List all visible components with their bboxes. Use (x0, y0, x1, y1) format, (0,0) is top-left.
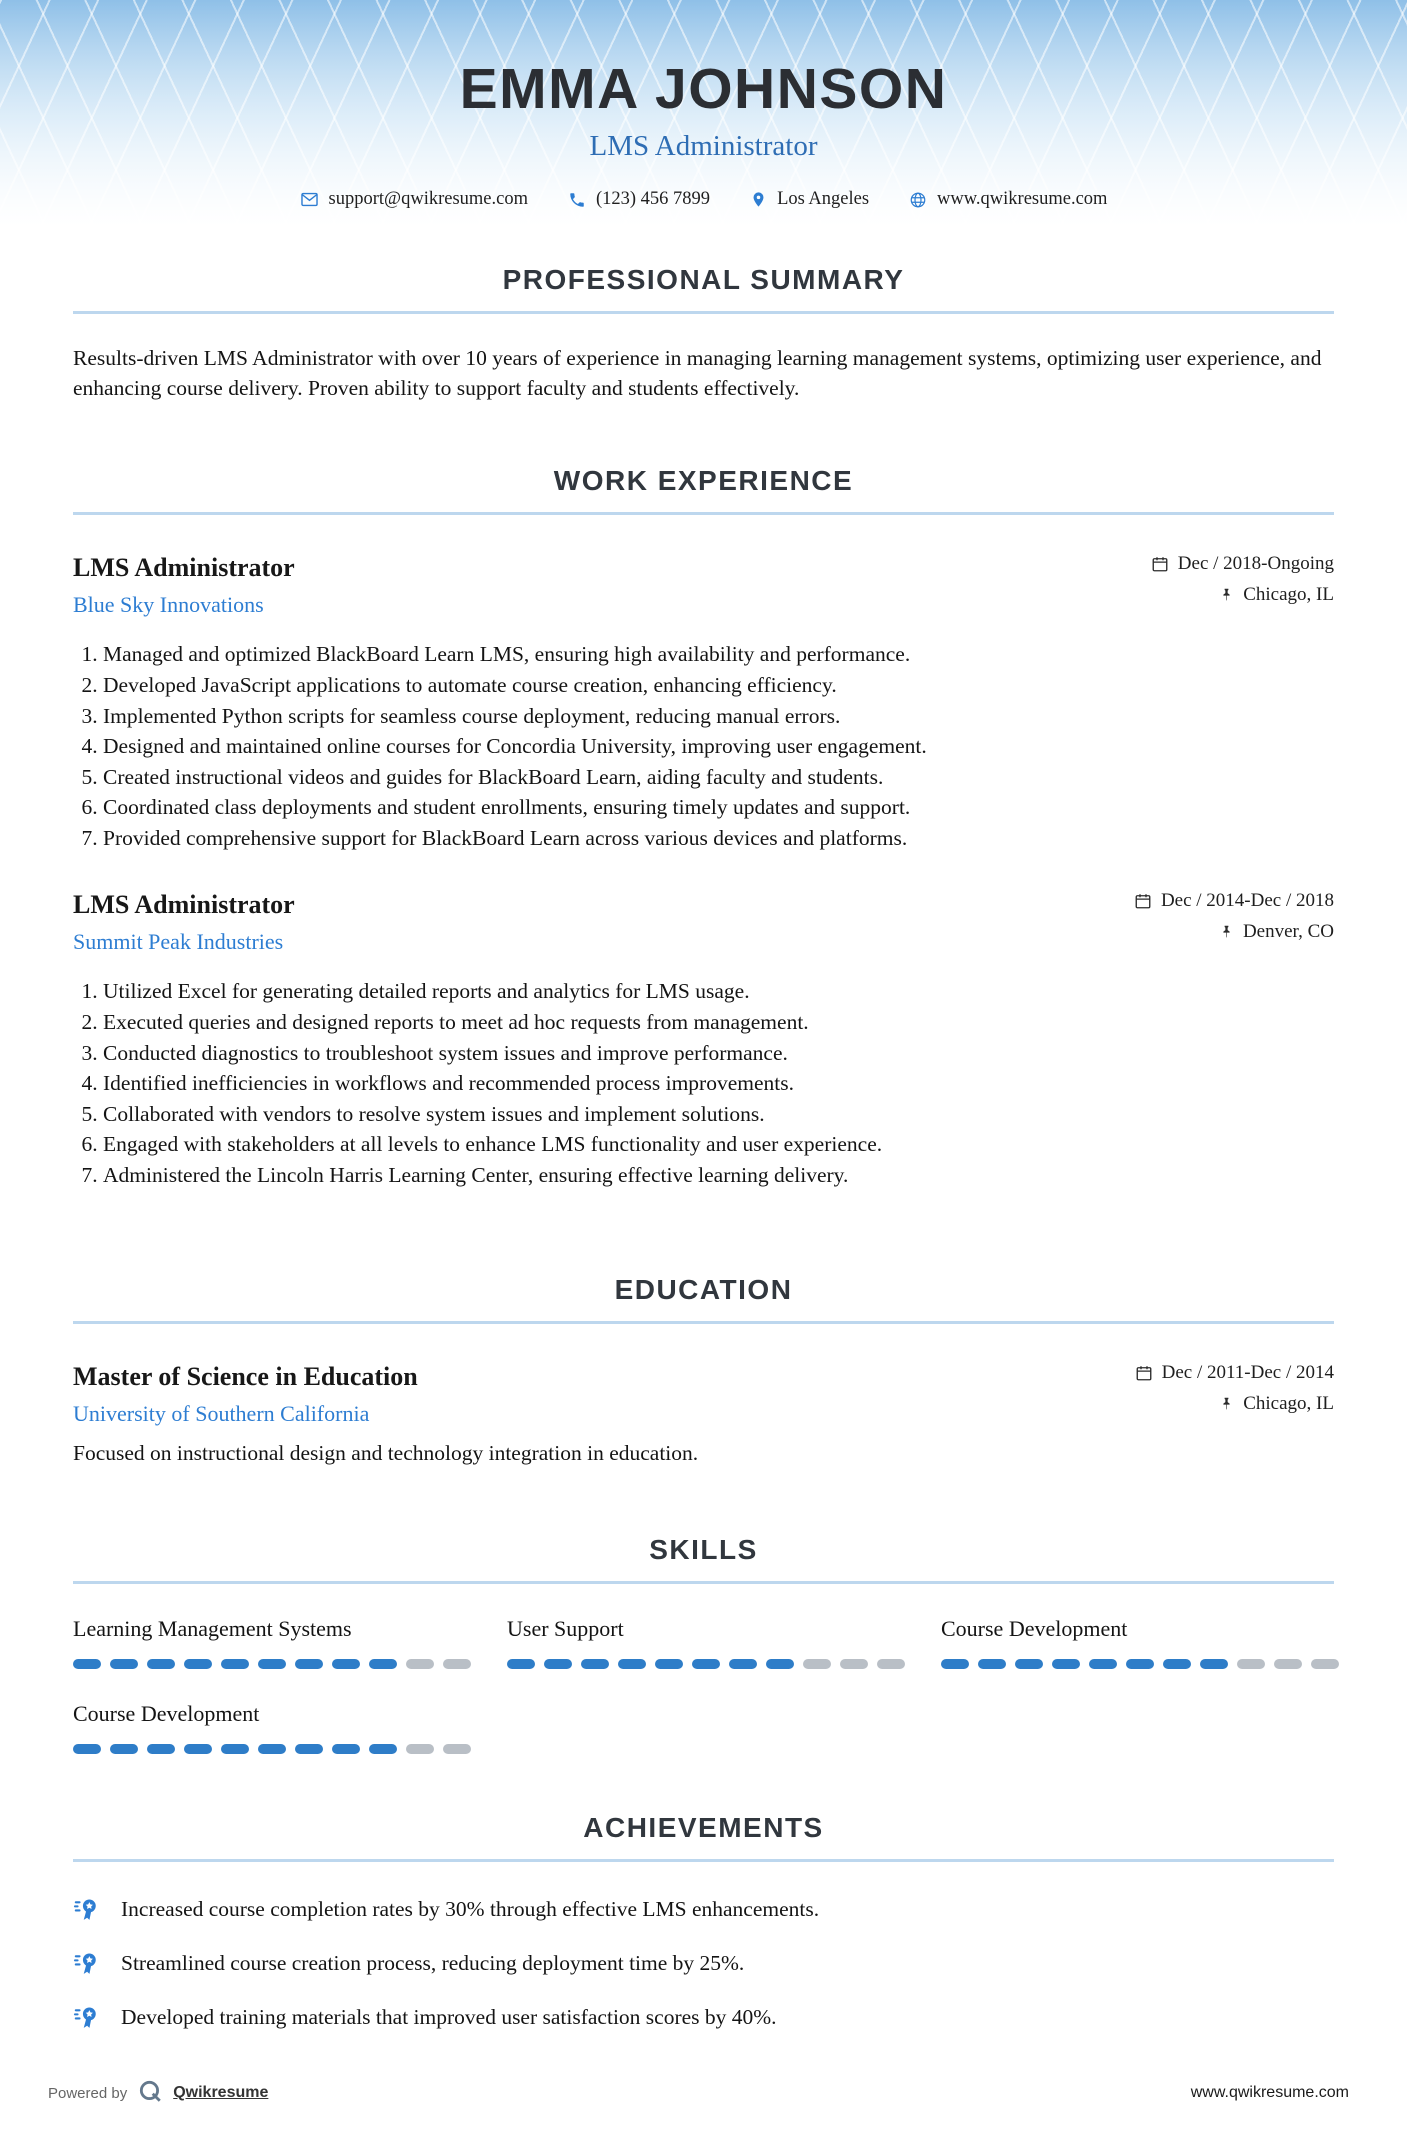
skill-dash (1163, 1659, 1191, 1669)
skill-dash (221, 1659, 249, 1669)
education-head-right (1135, 1362, 1334, 1424)
education-degree: Master of Science in Education (73, 1361, 418, 1391)
contact-website-text: www.qwikresume.com (937, 189, 1108, 209)
education-location-text: Chicago, IL (1243, 1392, 1334, 1414)
award-icon (73, 2004, 101, 2032)
section-divider (73, 311, 1334, 314)
job-title: LMS Administrator (73, 890, 295, 920)
skill-dash (581, 1659, 609, 1669)
section-education (73, 1274, 1334, 1466)
resume-header (0, 0, 1407, 236)
skill-dash (1200, 1659, 1228, 1669)
skill-dash (803, 1659, 831, 1669)
contact-phone-text: (123) 456 7899 (595, 189, 711, 209)
achievement-item (73, 1950, 1334, 1978)
section-divider (73, 512, 1334, 515)
job-company: Summit Peak Industries (73, 929, 284, 955)
skill-dash (877, 1659, 905, 1669)
section-summary (73, 264, 1334, 403)
award-icon (73, 1896, 101, 1924)
achievements-list (73, 1896, 1334, 2032)
job-location (1134, 921, 1334, 943)
skill-dash (1126, 1659, 1154, 1669)
skill-dash (73, 1744, 101, 1754)
job-entry (73, 553, 1334, 852)
skill-label: Learning Management Systems (73, 1615, 352, 1641)
experience-bullet: 4. Identified inefficiencies in workflows and recommended process improvements. (103, 1069, 1334, 1098)
job-company: Blue Sky Innovations (73, 592, 264, 618)
skill-dash (258, 1744, 286, 1754)
skill-dash (655, 1659, 683, 1669)
contact-location-text: Los Angeles (777, 189, 870, 209)
skill-dash (1237, 1659, 1265, 1669)
calendar-icon (1134, 892, 1152, 910)
footer (0, 2058, 1407, 2139)
skill-dash (406, 1659, 434, 1669)
experience-bullet: 7. Administered the Lincoln Harris Learning Center, ensuring effective learning delivery. (103, 1161, 1334, 1190)
skill-item (941, 1616, 1339, 1669)
section-skills (73, 1534, 1334, 1754)
education-description: Focused on instructional design and technology integration in education. (73, 1440, 699, 1465)
experience-bullet: 2. Developed JavaScript applications to automate course creation, enhancing efficiency. (103, 671, 1334, 700)
job-location (1151, 584, 1334, 606)
skill-level-bar (73, 1659, 471, 1669)
contact-row (0, 189, 1407, 210)
job-entry (73, 890, 1334, 1189)
experience-bullet: 1. Managed and optimized BlackBoard Learn LMS, ensuring high availability and performance. (103, 640, 1334, 669)
skill-dash (941, 1659, 969, 1669)
skills-heading: SKILLS (649, 1533, 758, 1565)
achievement-text: Developed training materials that improved user satisfaction scores by 40%. (121, 2005, 777, 2030)
experience-bullet: 5. Created instructional videos and guides for BlackBoard Learn, aiding faculty and students. (103, 763, 1334, 792)
experience-bullet: 4. Designed and maintained online courses for Concordia University, improving user engagement. (103, 732, 1334, 761)
job-dates-text: Dec / 2018-Ongoing (1177, 553, 1334, 575)
skill-level-bar (73, 1744, 471, 1754)
phone-icon (568, 191, 586, 209)
job-bullets (73, 640, 1334, 852)
globe-icon (909, 191, 927, 209)
education-school: University of Southern California (73, 1400, 370, 1426)
skill-dash (1052, 1659, 1080, 1669)
powered-by-label: Powered by (48, 2084, 128, 2102)
skill-dash (184, 1744, 212, 1754)
skill-dash (1274, 1659, 1302, 1669)
skill-label: Course Development (941, 1615, 1128, 1641)
experience-bullet: 5. Collaborated with vendors to resolve system issues and implement solutions. (103, 1100, 1334, 1129)
job-dates-text: Dec / 2014-Dec / 2018 (1160, 890, 1334, 912)
skill-dash (618, 1659, 646, 1669)
job-head (73, 890, 1334, 955)
education-heading: EDUCATION (614, 1273, 793, 1305)
candidate-title: LMS Administrator (589, 130, 818, 162)
skill-dash (295, 1659, 323, 1669)
skill-item (507, 1616, 905, 1669)
skill-dash (1015, 1659, 1043, 1669)
job-head-right (1151, 553, 1334, 615)
achievement-text: Streamlined course creation process, reducing deployment time by 25%. (121, 1951, 745, 1976)
skill-dash (544, 1659, 572, 1669)
summary-text: Results-driven LMS Administrator with over 10 years of experience in managing learning management systems, optimizing user experience, and enhancing course delivery. Proven ability to support faculty and students effectively. (73, 346, 1322, 400)
skill-dash (221, 1744, 249, 1754)
qwikresume-logo-icon (137, 2078, 163, 2109)
experience-bullet: 1. Utilized Excel for generating detailed reports and analytics for LMS usage. (103, 977, 1334, 1006)
skill-dash (147, 1744, 175, 1754)
job-location-text: Denver, CO (1242, 921, 1334, 943)
job-head (73, 553, 1334, 618)
skill-item (73, 1616, 471, 1669)
skill-dash (406, 1744, 434, 1754)
job-title: LMS Administrator (73, 553, 295, 583)
skill-dash (840, 1659, 868, 1669)
section-divider (73, 1859, 1334, 1862)
skill-dash (295, 1744, 323, 1754)
skill-dash (332, 1659, 360, 1669)
skill-dash (184, 1659, 212, 1669)
education-entry (73, 1362, 1334, 1466)
contact-email-text: support@qwikresume.com (328, 189, 528, 209)
skill-dash (766, 1659, 794, 1669)
footer-branding (48, 2078, 268, 2109)
job-head-left (73, 553, 295, 618)
contact-email[interactable] (300, 189, 528, 210)
job-head-left (73, 890, 295, 955)
contact-location (750, 189, 869, 210)
skill-label: Course Development (73, 1700, 260, 1726)
calendar-icon (1151, 555, 1169, 573)
experience-bullet: 2. Executed queries and designed reports to meet ad hoc requests from management. (103, 1008, 1334, 1037)
skill-dash (443, 1744, 471, 1754)
section-divider (73, 1581, 1334, 1584)
contact-phone (568, 189, 710, 210)
skill-dash (692, 1659, 720, 1669)
skill-dash (110, 1744, 138, 1754)
skill-dash (147, 1659, 175, 1669)
contact-website[interactable] (909, 189, 1107, 210)
skill-dash (110, 1659, 138, 1669)
skill-dash (729, 1659, 757, 1669)
education-dates-text: Dec / 2011-Dec / 2014 (1161, 1361, 1334, 1383)
skill-dash (73, 1659, 101, 1669)
skill-dash (507, 1659, 535, 1669)
pushpin-icon (1219, 923, 1234, 941)
skill-dash (332, 1744, 360, 1754)
skill-dash (443, 1659, 471, 1669)
job-location-text: Chicago, IL (1243, 584, 1334, 606)
work-heading: WORK EXPERIENCE (553, 465, 854, 497)
experience-bullet: 3. Conducted diagnostics to troubleshoot system issues and improve performance. (103, 1039, 1334, 1068)
skill-label: User Support (507, 1615, 624, 1641)
skill-dash (369, 1744, 397, 1754)
section-divider (73, 1321, 1334, 1324)
candidate-name: EMMA JOHNSON (459, 57, 948, 121)
education-head-left (73, 1362, 418, 1427)
experience-bullet: 6. Engaged with stakeholders at all levels to enhance LMS functionality and user experience. (103, 1130, 1334, 1159)
experience-bullet: 6. Coordinated class deployments and student enrollments, ensuring timely updates and support. (103, 793, 1334, 822)
skill-level-bar (941, 1659, 1339, 1669)
achievement-item (73, 2004, 1334, 2032)
calendar-icon (1135, 1364, 1153, 1382)
footer-site-url: www.qwikresume.com (1190, 2084, 1349, 2102)
skill-dash (258, 1659, 286, 1669)
education-dates (1135, 1362, 1334, 1384)
job-head-right (1134, 890, 1334, 952)
achievement-item (73, 1896, 1334, 1924)
education-head (73, 1362, 1334, 1427)
achievement-text: Increased course completion rates by 30% through effective LMS enhancements. (121, 1897, 820, 1922)
qwikresume-link[interactable]: Qwikresume (173, 2084, 269, 2102)
job-dates (1151, 553, 1334, 575)
location-pin-icon (750, 190, 767, 209)
pushpin-icon (1219, 586, 1234, 604)
skill-dash (369, 1659, 397, 1669)
skill-level-bar (507, 1659, 905, 1669)
skill-item (73, 1701, 471, 1754)
resume-content (0, 236, 1407, 2058)
job-dates (1134, 890, 1334, 912)
email-icon (300, 190, 319, 209)
achievements-heading: ACHIEVEMENTS (583, 1811, 824, 1843)
skill-dash (1089, 1659, 1117, 1669)
pushpin-icon (1219, 1395, 1234, 1413)
award-icon (73, 1950, 101, 1978)
skill-dash (1311, 1659, 1339, 1669)
education-location (1135, 1393, 1334, 1415)
section-work-experience (73, 465, 1334, 1189)
skills-grid (73, 1616, 1334, 1754)
skill-dash (978, 1659, 1006, 1669)
summary-heading: PROFESSIONAL SUMMARY (502, 264, 905, 295)
job-bullets (73, 977, 1334, 1189)
experience-bullet: 7. Provided comprehensive support for BlackBoard Learn across various devices and platforms. (103, 824, 1334, 853)
section-achievements (73, 1812, 1334, 2032)
experience-bullet: 3. Implemented Python scripts for seamless course deployment, reducing manual errors. (103, 702, 1334, 731)
